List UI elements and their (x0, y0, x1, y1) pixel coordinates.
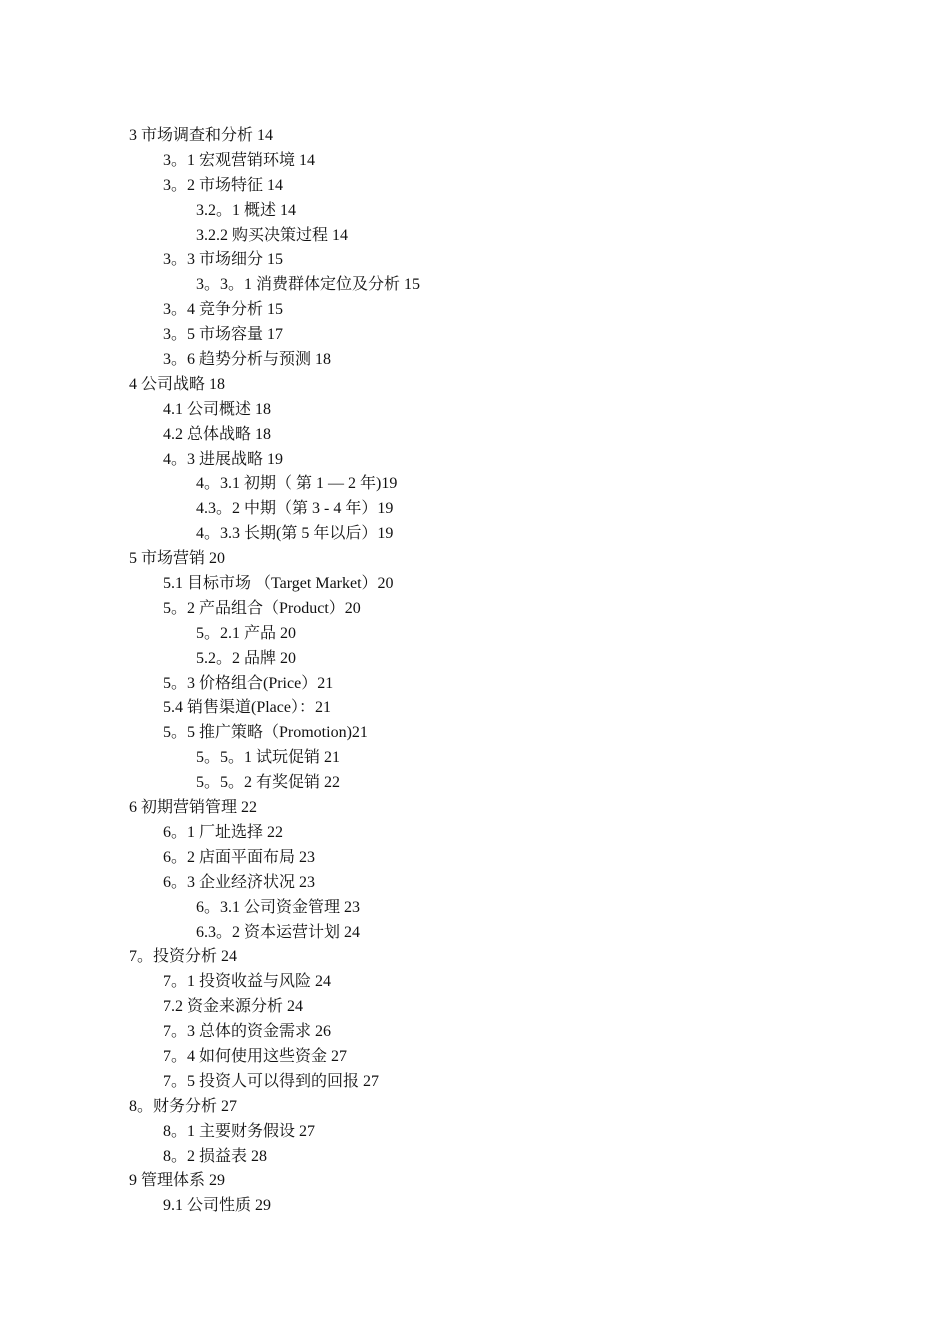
toc-entry-level-2: 5。2 产品组合（Product）20 (163, 599, 361, 617)
toc-entry-level-2: 4。3 进展战略 19 (163, 450, 284, 468)
toc-entry-level-2: 6。1 厂址选择 22 (163, 823, 284, 841)
toc-entry-level-2: 6。3 企业经济状况 23 (163, 873, 316, 891)
toc-entry-level-2: 5.4 销售渠道(Place）：21 (163, 699, 331, 717)
toc-entry-level-1: 5 市场营销 20 (129, 550, 226, 568)
toc-entry-level-2: 7。4 如何使用这些资金 27 (163, 1047, 348, 1065)
toc-entry-level-2: 7。1 投资收益与风险 24 (163, 973, 332, 991)
toc-entry-level-1: 6 初期营销管理 22 (129, 799, 258, 817)
toc-entry-level-1: 4 公司战略 18 (129, 375, 226, 393)
toc-entry-level-2: 7。3 总体的资金需求 26 (163, 1023, 332, 1041)
toc-entry-level-3: 5.2。2 品牌 20 (196, 649, 297, 667)
toc-entry-level-3: 6.3。2 资本运营计划 24 (196, 923, 361, 941)
toc-entry-level-3: 4。3.3 长期(第 5 年以后）19 (196, 525, 394, 543)
toc-entry-level-3: 3.2。1 概述 14 (196, 201, 297, 219)
toc-entry-level-3: 5。5。2 有奖促销 22 (196, 774, 341, 792)
toc-entry-level-2: 8。1 主要财务假设 27 (163, 1122, 316, 1140)
toc-entry-level-2: 5。5 推广策略（Promotion)21 (163, 724, 368, 742)
toc-entry-level-2: 3。6 趋势分析与预测 18 (163, 351, 332, 369)
toc-entry-level-2: 3。1 宏观营销环境 14 (163, 151, 316, 169)
toc-entry-level-3: 5。2.1 产品 20 (196, 624, 297, 642)
toc-entry-level-2: 6。2 店面平面布局 23 (163, 848, 316, 866)
toc-entry-level-1: 3 市场调查和分析 14 (129, 127, 274, 144)
toc-entry-level-2: 3。3 市场细分 15 (163, 251, 284, 269)
toc-entry-level-2: 3。5 市场容量 17 (163, 326, 284, 344)
toc-entry-level-3: 3。3。1 消费群体定位及分析 15 (196, 276, 421, 294)
toc-entry-level-2: 4.2 总体战略 18 (163, 425, 272, 443)
toc-entry-level-3: 5。5。1 试玩促销 21 (196, 749, 341, 767)
toc-entry-level-3: 4。3.1 初期（ 第 1 — 2 年)19 (196, 475, 398, 493)
toc-entry-level-2: 9.1 公司性质 29 (163, 1197, 272, 1215)
toc-entry-level-3: 3.2.2 购买决策过程 14 (196, 226, 349, 244)
toc-entry-level-2: 7.2 资金来源分析 24 (163, 998, 304, 1016)
toc-entry-level-2: 3。2 市场特征 14 (163, 176, 284, 194)
toc-entry-level-2: 3。4 竞争分析 15 (163, 301, 284, 319)
toc-entry-level-1: 9 管理体系 29 (129, 1172, 226, 1190)
toc-entry-level-2: 5.1 目标市场 （Target Market）20 (163, 575, 394, 593)
toc-entry-level-2: 5。3 价格组合(Price）21 (163, 674, 334, 692)
toc-entry-level-1: 8。财务分析 27 (129, 1097, 238, 1115)
toc-entry-level-2: 4.1 公司概述 18 (163, 400, 272, 418)
toc-entry-level-2: 8。2 损益表 28 (163, 1147, 268, 1165)
table-of-contents (129, 124, 889, 1219)
toc-entry-level-3: 6。3.1 公司资金管理 23 (196, 898, 361, 916)
toc-entry-level-2: 7。5 投资人可以得到的回报 27 (163, 1072, 380, 1090)
toc-entry-level-1: 7。投资分析 24 (129, 948, 238, 966)
toc-entry-level-3: 4.3。2 中期（第 3 - 4 年）19 (196, 500, 394, 518)
